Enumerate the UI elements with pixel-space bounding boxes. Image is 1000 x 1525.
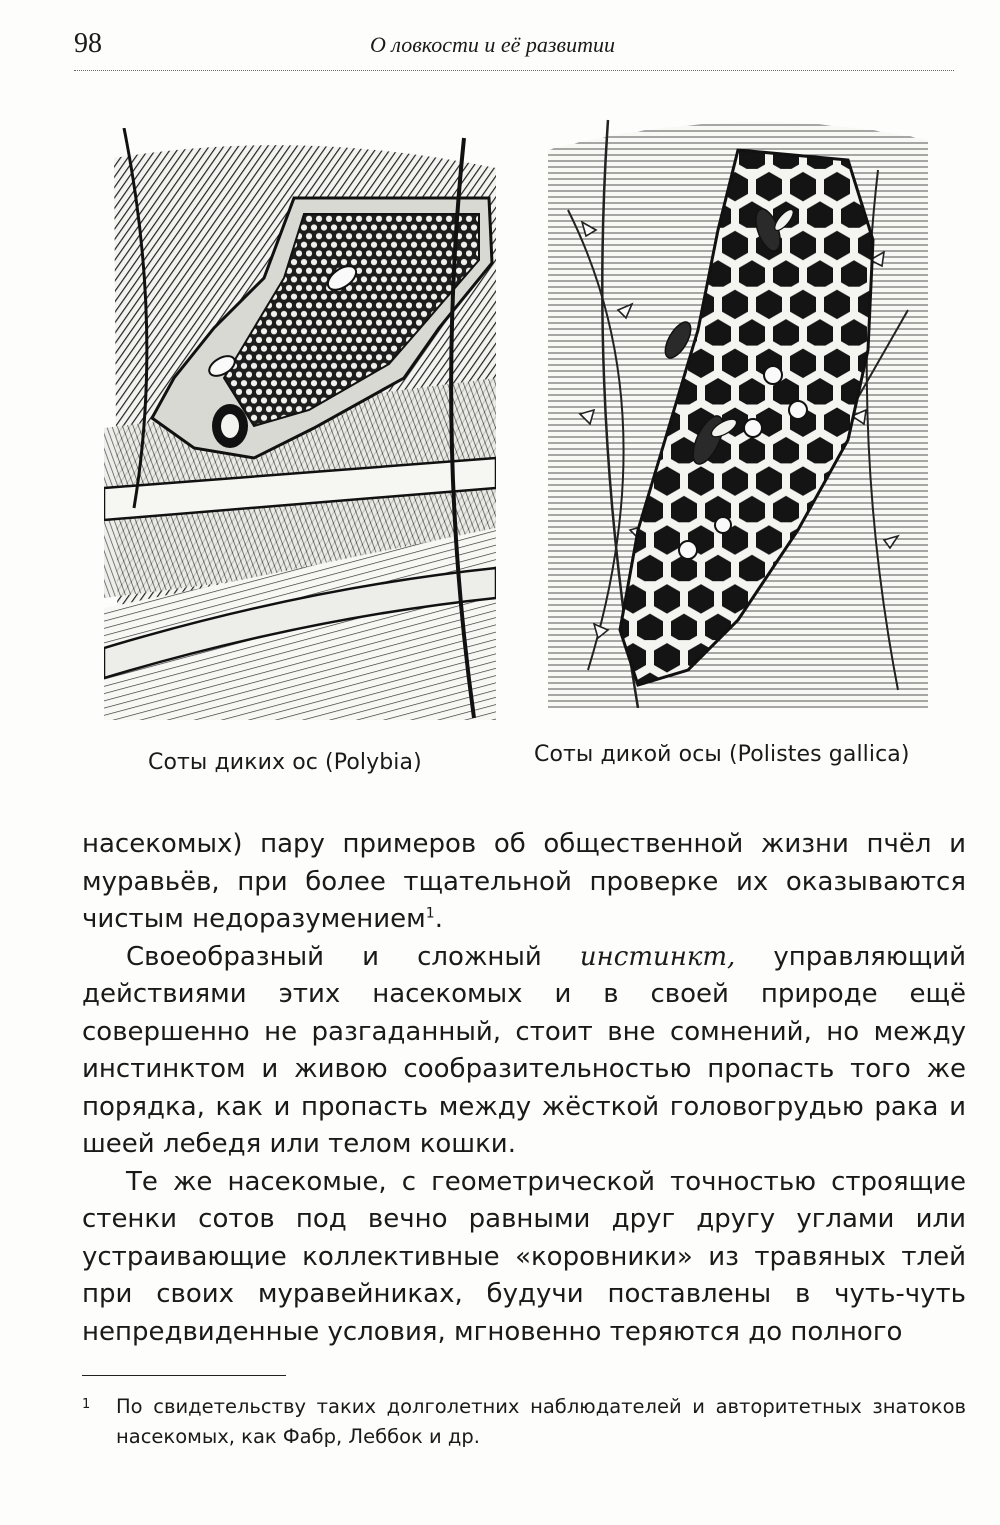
page-number: 98: [74, 28, 102, 59]
polybia-comb-illustration: [104, 128, 496, 720]
emphasis-instinct: инстинкт,: [579, 941, 736, 972]
body-text: [82, 826, 966, 1351]
paragraph-1: насекомых) пару примеров об общественной жизни пчёл и муравьёв, при более тщательной проверке их оказываются чистым недоразумением$^1$.: [82, 829, 966, 934]
footnote: [82, 1392, 966, 1452]
footnote-divider: [82, 1375, 286, 1376]
running-title: О ловкости и её развитии: [370, 32, 615, 57]
page-header: [74, 22, 954, 71]
footnote-reference[interactable]: 1: [425, 905, 435, 922]
right-figure-caption: Соты дикой осы (Polistes gallica): [534, 742, 910, 767]
paragraph-2: Своеобразный и сложный инстинкт, управляющий действиями этих насекомых и в своей природе ещё совершенно не разгаданный, стоит вне сомнений, но между инстинктом и живою сообразительностью пропасть того же порядка, как и пропасть между жёсткой головогрудью рака и шеей лебедя или телом кошки.: [82, 941, 966, 1159]
paragraph-3: Те же насекомые, с геометрической точностью строящие стенки сотов под вечно равными друг другу углами или устраивающие коллективные «коровники» из травяных тлей при своих муравейниках, будучи поставлены в чуть-чуть непредвиденные условия, мгновенно теряются до полного: [82, 1166, 966, 1347]
left-figure-caption: Соты диких ос (Polybia): [148, 750, 422, 775]
footnote-text: По свидетельству таких долголетних наблюдателей и авторитетных знатоков насекомых, как Фабр, Леббок и др.: [116, 1395, 966, 1448]
footnote-mark: 1: [82, 1397, 91, 1412]
polistes-comb-illustration: [548, 110, 928, 708]
